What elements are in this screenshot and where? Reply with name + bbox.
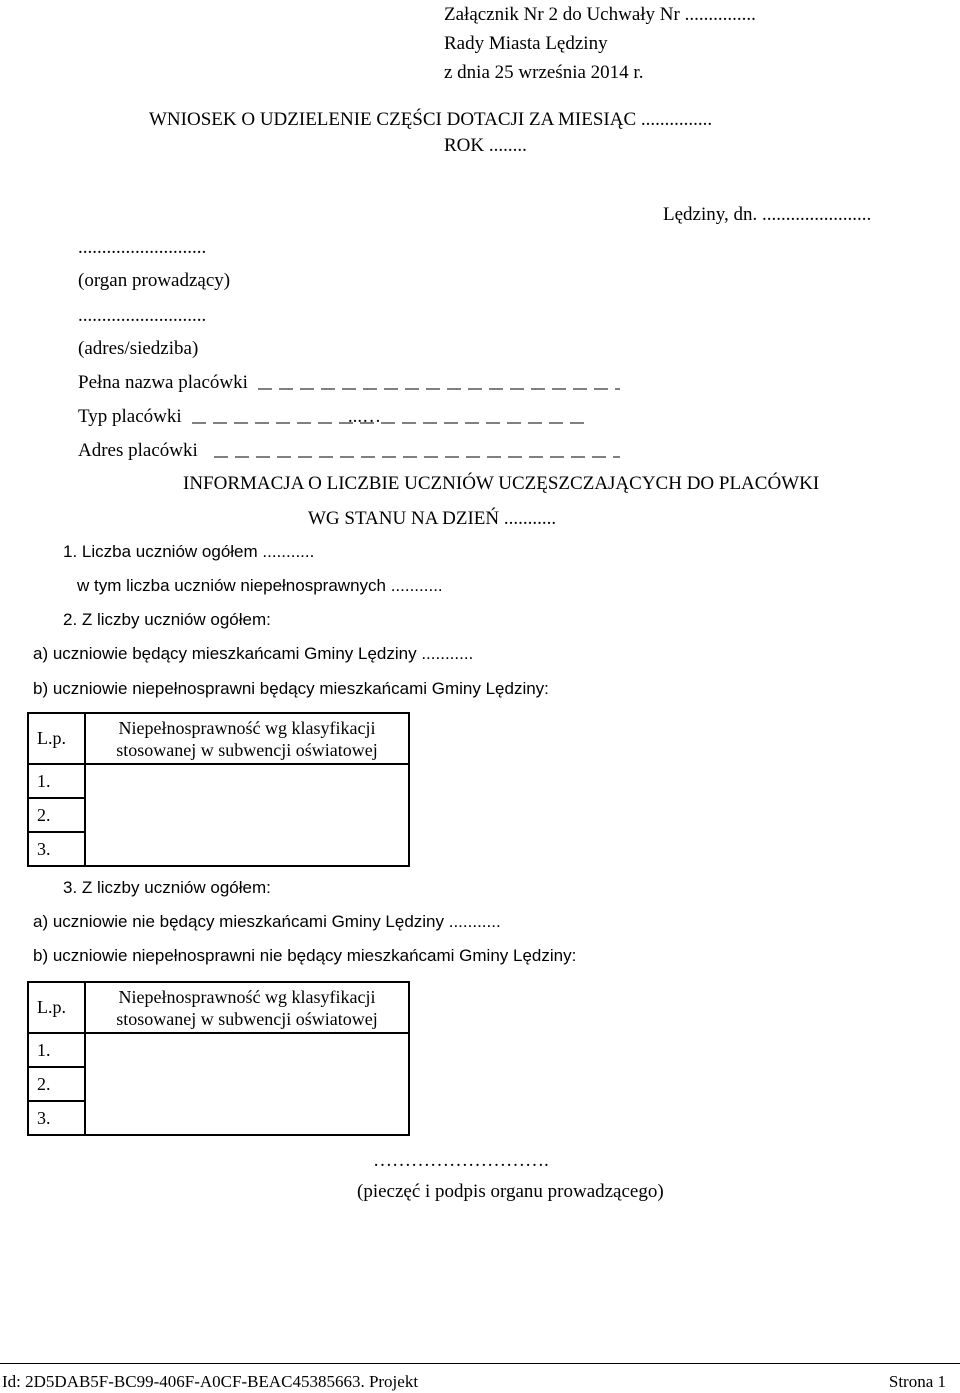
table-row-number: 2. xyxy=(28,798,85,832)
facility-full-name: Pełna nazwa placówki xyxy=(78,372,415,393)
document-id: Id: 2D5DAB5F-BC99-406F-A0CF-BEAC45385663. Projekt xyxy=(2,1372,419,1391)
resolution-date: z dnia 25 września 2014 r. xyxy=(444,62,644,83)
organ-dots: ........................... xyxy=(78,237,207,258)
place-date: Lędziny, dn. ....................... xyxy=(663,204,872,225)
lp-header: L.p. xyxy=(28,713,85,764)
page-number: Strona 1 xyxy=(888,1372,946,1391)
disability-table-residents xyxy=(27,712,410,867)
table-row-number: 3. xyxy=(28,832,85,866)
section2-a: a) uczniowie będący mieszkańcami Gminy Lędziny ........... xyxy=(33,644,474,663)
disability-table-nonresidents xyxy=(27,981,410,1136)
section3-a: a) uczniowie nie będący mieszkańcami Gminy Lędziny ........... xyxy=(33,912,501,931)
dotted-fill-lines xyxy=(0,0,960,470)
disability-header: Niepełnosprawność wg klasyfikacji stosowanej w subwencji oświatowej xyxy=(85,982,409,1033)
table-row-number: 1. xyxy=(28,1033,85,1067)
disabled-students: w tym liczba uczniów niepełnosprawnych ........... xyxy=(77,576,443,595)
document-title-line1: WNIOSEK O UDZIELENIE CZĘŚCI DOTACJI ZA MIESIĄC ............... xyxy=(149,109,713,130)
total-students: 1. Liczba uczniów ogółem ........... xyxy=(63,542,315,561)
section3-heading: 3. Z liczby uczniów ogółem: xyxy=(63,878,271,897)
table-row-number: 1. xyxy=(28,764,85,798)
document-title-line2: ROK ........ xyxy=(444,135,527,156)
organ-label: (organ prowadzący) xyxy=(78,270,231,291)
section2-heading: 2. Z liczby uczniów ogółem: xyxy=(63,610,271,629)
section3-b: b) uczniowie niepełnosprawni nie będący mieszkańcami Gminy Lędziny: xyxy=(33,946,577,965)
table-row-number: 2. xyxy=(28,1067,85,1101)
lp-header: L.p. xyxy=(28,982,85,1033)
section2-b: b) uczniowie niepełnosprawni będący mieszkańcami Gminy Lędziny: xyxy=(33,679,549,698)
signature-dots: ………………………. xyxy=(373,1150,549,1171)
facility-type: Typ placówki ...… xyxy=(78,406,382,427)
disability-header: Niepełnosprawność wg klasyfikacji stosowanej w subwencji oświatowej xyxy=(85,713,409,764)
info-subheading: WG STANU NA DZIEŃ ........... xyxy=(308,508,557,529)
council-line: Rady Miasta Lędziny xyxy=(444,33,608,54)
disability-cell xyxy=(85,1033,409,1135)
footer-divider xyxy=(0,1363,960,1364)
attachment-line: Załącznik Nr 2 do Uchwały Nr ............... xyxy=(444,4,756,25)
signature-label: (pieczęć i podpis organu prowadzącego) xyxy=(357,1181,664,1202)
address-label: (adres/siedziba) xyxy=(78,338,199,359)
address-dots: ........................... xyxy=(78,305,207,326)
facility-address: Adres placówki xyxy=(78,440,398,461)
info-heading: INFORMACJA O LICZBIE UCZNIÓW UCZĘSZCZAJĄCYCH DO PLACÓWKI xyxy=(183,473,820,494)
disability-cell xyxy=(85,764,409,866)
table-row-number: 3. xyxy=(28,1101,85,1135)
